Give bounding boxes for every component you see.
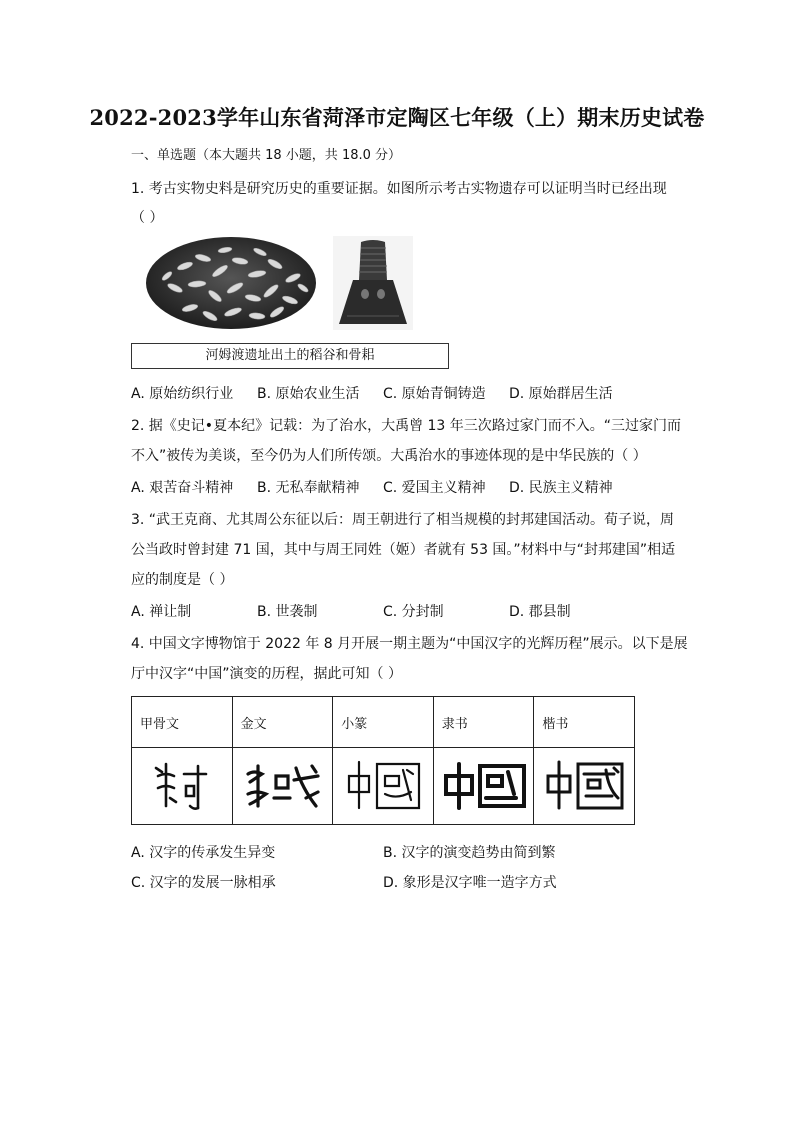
q1-stem-line1: 1. 考古实物史料是研究历史的重要证据。如图所示考古实物遗存可以证明当时已经出现: [131, 181, 667, 197]
header-oracle-bone: 甲骨文: [132, 697, 233, 748]
script-evolution-table: [131, 696, 635, 825]
section-heading: 一、单选题（本大题共 18 小题，共 18.0 分）: [131, 148, 402, 163]
q3-option-c[interactable]: C. 分封制: [383, 604, 444, 620]
q4-option-c[interactable]: C. 汉字的发展一脉相承: [131, 875, 276, 891]
q4-stem-line2: 厅中汉字“中国”演变的历程，据此可知（ ）: [131, 666, 402, 682]
figure-caption: 河姆渡遗址出土的稻谷和骨耜: [131, 343, 449, 369]
q1-option-d[interactable]: D. 原始群居生活: [509, 386, 613, 402]
q3-option-a[interactable]: A. 禅让制: [131, 604, 192, 620]
q2-stem-line1: 2. 据《史记•夏本纪》记载：为了治水，大禹曾 13 年三次路过家门而不入。“三过家门而: [131, 418, 682, 434]
q2-option-d[interactable]: D. 民族主义精神: [509, 480, 613, 496]
rice-grains-image: [145, 236, 317, 330]
header-clerical: 隶书: [433, 697, 534, 748]
q3-stem-line3: 应的制度是（ ）: [131, 572, 234, 588]
q2-stem-line2: 不入”被传为美谈，至今仍为人们所传颂。大禹治水的事迹体现的是中华民族的（ ）: [131, 448, 647, 464]
header-regular: 楷书: [534, 697, 635, 748]
q2-option-b[interactable]: B. 无私奉献精神: [257, 480, 360, 496]
header-small-seal: 小篆: [333, 697, 434, 748]
q4-option-a[interactable]: A. 汉字的传承发生异变: [131, 845, 276, 861]
header-bronze: 金文: [232, 697, 333, 748]
q1-option-c[interactable]: C. 原始青铜铸造: [383, 386, 486, 402]
q1-option-b[interactable]: B. 原始农业生活: [257, 386, 360, 402]
glyph-regular: [534, 748, 635, 825]
glyph-bronze: [232, 748, 333, 825]
glyph-oracle-bone: [132, 748, 233, 825]
q1-stem-line2: （ ）: [131, 210, 164, 226]
q4-stem-line1: 4. 中国文字博物馆于 2022 年 8 月开展一期主题为“中国汉字的光辉历程”展示。以下是展: [131, 636, 688, 652]
q3-stem-line1: 3. “武王克商、尤其周公东征以后：周王朝进行了相当规模的封邦建国活动。荀子说，周: [131, 512, 675, 528]
exam-title: 2022-2023学年山东省菏泽市定陶区七年级（上）期末历史试卷: [89, 105, 705, 130]
glyph-small-seal: [333, 748, 434, 825]
glyph-clerical: [433, 748, 534, 825]
q3-option-b[interactable]: B. 世袭制: [257, 604, 318, 620]
q4-option-d[interactable]: D. 象形是汉字唯一造字方式: [383, 875, 557, 891]
q3-option-d[interactable]: D. 郡县制: [509, 604, 571, 620]
q1-option-a[interactable]: A. 原始纺织行业: [131, 386, 234, 402]
q2-option-c[interactable]: C. 爱国主义精神: [383, 480, 486, 496]
bone-spade-image: [333, 236, 413, 330]
q3-stem-line2: 公当政时曾封建 71 国，其中与周王同姓（姬）者就有 53 国。”材料中与“封邦建国”相适: [131, 542, 676, 558]
q2-option-a[interactable]: A. 艰苦奋斗精神: [131, 480, 234, 496]
q4-option-b[interactable]: B. 汉字的演变趋势由简到繁: [383, 845, 556, 861]
